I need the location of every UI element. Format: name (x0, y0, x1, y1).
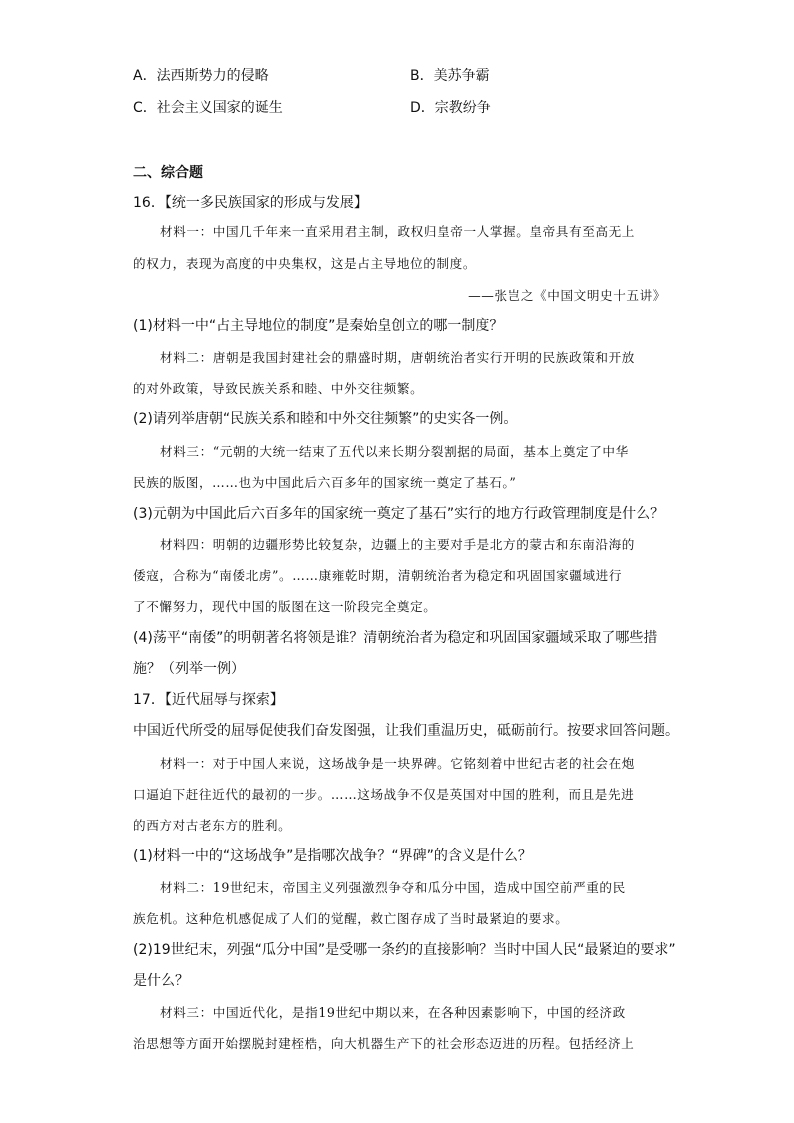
option-c: C．社会主义国家的诞生 (133, 100, 283, 116)
q16-material1-source: ——张岂之《中国文明史十五讲》 (468, 288, 666, 303)
q17-material3-line2: 治思想等方面开始摆脱封建桎梏，向大机器生产下的社会形态迈进的历程。包括经济上 (133, 1036, 635, 1051)
q16-question1: (1)材料一中“占主导地位的制度”是秦始皇创立的哪一制度？ (133, 318, 504, 334)
option-b: B．美苏争霸 (410, 68, 490, 84)
q17-question1: (1)材料一中的“这场战争”是指哪次战争？“界碑”的含义是什么？ (133, 848, 532, 864)
q16-material4-line2: 倭寇，合称为“南倭北虏”。……康雍乾时期，清朝统治者为稳定和巩固国家疆域进行 (133, 568, 623, 583)
q17-title: 17．【近代屈辱与探索】 (133, 692, 284, 708)
q16-title: 16．【统一多民族国家的形成与发展】 (133, 195, 368, 211)
q17-material1-line2: 口逼迫下赶往近代的最初的一步。……这场战争不仅是英国对中国的胜利，而且是先进 (133, 787, 635, 802)
q16-material4-line1: 材料四：明朝的边疆形势比较复杂，边疆上的主要对手是北方的蒙古和东南沿海的 (160, 537, 635, 552)
q17-material3-line1: 材料三：中国近代化，是指19世纪中期以来，在各种因素影响下，中国的经济政 (160, 1005, 626, 1020)
section-title: 二、综合题 (133, 165, 203, 181)
q17-question2-line2: 是什么？ (133, 973, 189, 989)
q16-material2-line2: 的对外政策，导致民族关系和睦、中外交往频繁。 (133, 381, 424, 396)
q16-question4-line1: (4)荡平“南倭”的明朝著名将领是谁？清朝统治者为稳定和巩固国家疆域采取了哪些措 (133, 630, 658, 646)
q16-material1-line2: 的权力，表现为高度的中央集权，这是占主导地位的制度。 (133, 256, 477, 271)
q17-intro: 中国近代所受的屈辱促使我们奋发图强，让我们重温历史，砥砺前行。按要求回答问题。 (133, 723, 679, 739)
q17-material2-line2: 族危机。这种危机感促成了人们的觉醒，救亡图存成了当时最紧迫的要求。 (133, 911, 569, 926)
q17-question2-line1: (2)19世纪末，列强“瓜分中国”是受哪一条约的直接影响？当时中国人民“最紧迫的要求” (133, 942, 676, 958)
q17-material2-line1: 材料二：19世纪末，帝国主义列强激烈争夺和瓜分中国，造成中国空前严重的民 (160, 880, 626, 895)
q16-question2: (2)请列举唐朝“民族关系和睦和中外交往频繁”的史实各一例。 (133, 411, 518, 427)
q16-material4-line3: 了不懈努力，现代中国的版图在这一阶段完全奠定。 (133, 599, 437, 614)
q16-material3-line2: 民族的版图，……也为中国此后六百多年的国家统一奠定了基石。” (133, 475, 517, 490)
q16-material3-line1: 材料三：“元朝的大统一结束了五代以来长期分裂割据的局面，基本上奠定了中华 (160, 444, 629, 459)
option-d: D．宗教纷争 (410, 100, 491, 116)
q17-material1-line3: 的西方对古老东方的胜利。 (133, 818, 292, 833)
q16-question4-line2: 施？（列举一例） (133, 661, 245, 677)
q17-material1-line1: 材料一：对于中国人来说，这场战争是一块界碑。它铭刻着中世纪古老的社会在炮 (160, 756, 635, 771)
q16-question3: (3)元朝为中国此后六百多年的国家统一奠定了基石”实行的地方行政管理制度是什么？ (133, 506, 665, 522)
q16-material2-line1: 材料二：唐朝是我国封建社会的鼎盛时期，唐朝统治者实行开明的民族政策和开放 (160, 350, 635, 365)
q16-material1-line1: 材料一：中国几千年来一直采用君主制，政权归皇帝一人掌握。皇帝具有至高无上 (160, 224, 635, 239)
option-a: A．法西斯势力的侵略 (133, 68, 269, 84)
